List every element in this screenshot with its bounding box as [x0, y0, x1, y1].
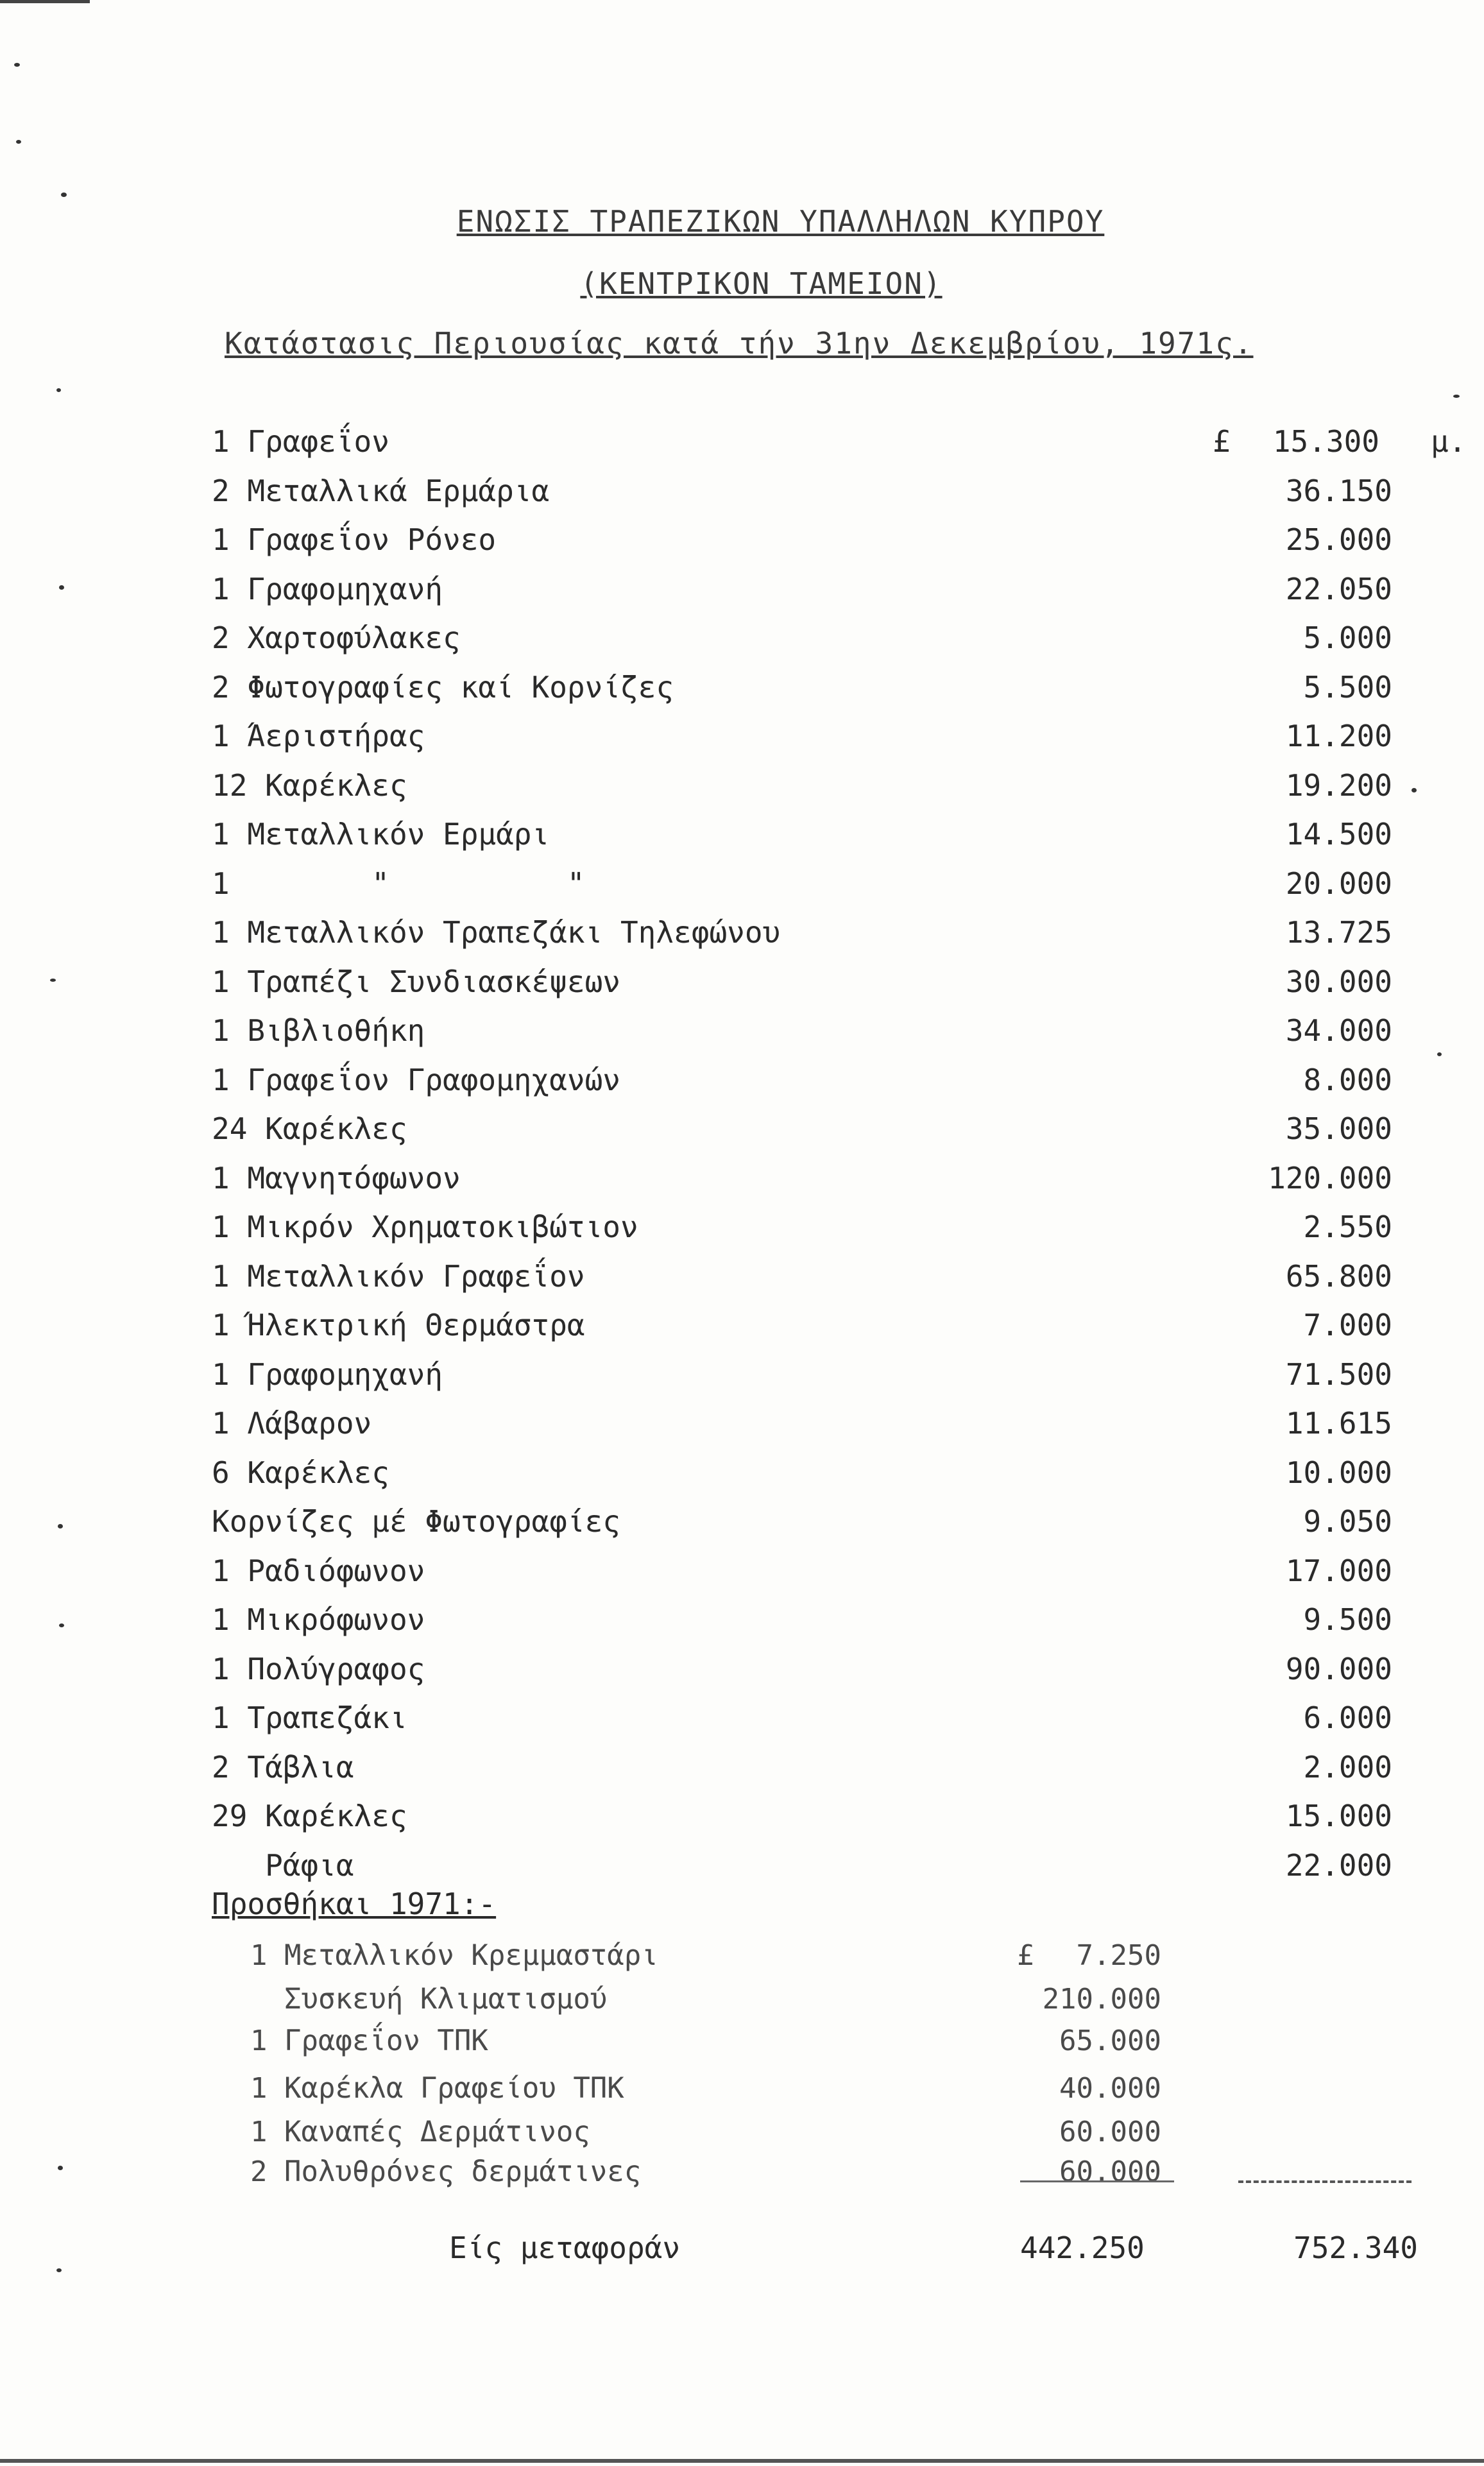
item-description: 1 Ήλεκτρική Θερμάστρα: [212, 1308, 585, 1342]
statement-title: Κατάστασις Περιουσίας κατά τήν 31ην Δεκεμβρίου, 1971ς.: [225, 326, 1254, 361]
addition-amount: 60.000: [1059, 2155, 1161, 2188]
item-amount: 22.000: [1285, 1847, 1392, 1883]
item-amount: 19.200: [1285, 767, 1392, 803]
item-amount: 71.500: [1285, 1357, 1392, 1392]
item-amount: 65.800: [1285, 1258, 1392, 1294]
item-description: 1 " ": [212, 866, 585, 901]
scan-speck: [59, 1623, 64, 1627]
item-description: 1 Άεριστήρας: [212, 719, 425, 753]
inventory-row: [212, 1792, 1418, 1840]
inventory-row: [212, 1546, 1418, 1595]
carry-forward-label: Είς μεταφοράν: [449, 2231, 681, 2265]
item-description: 1 Βιβλιοθήκη: [212, 1013, 425, 1048]
inventory-row: [212, 417, 1467, 466]
inventory-row: [212, 957, 1418, 1006]
addition-row: [250, 1978, 1161, 2021]
item-description: 1 Τραπεζάκι: [212, 1700, 407, 1735]
item-description: 1 Μεταλλικόν Γραφεΐον: [212, 1258, 585, 1294]
additions-subtotal: 442.250: [1020, 2231, 1145, 2265]
addition-amount: 60.000: [1059, 2116, 1161, 2148]
addition-description: 2 Πολυθρόνες δερμάτινες: [250, 2155, 642, 2188]
addition-row: [250, 2151, 1161, 2193]
total-divider: [1238, 2180, 1412, 2183]
inventory-row: [212, 712, 1418, 760]
item-description: 12 Καρέκλες: [212, 767, 407, 803]
item-description: 1 Πολύγραφος: [212, 1651, 425, 1686]
inventory-row: [212, 565, 1418, 613]
item-description: Ράφια: [212, 1847, 354, 1883]
inventory-row: [212, 1104, 1418, 1153]
inventory-row: [212, 1301, 1418, 1349]
inventory-row: [212, 1645, 1418, 1693]
item-amount: 15.300: [1272, 424, 1379, 459]
addition-description: Συσκευή Κλιματισμού: [250, 1983, 608, 2016]
inventory-row: [212, 1350, 1418, 1399]
item-description: 1 Γραφομηχανή: [212, 571, 443, 606]
addition-description: 1 Καρέκλα Γραφείου ΤΠΚ: [250, 2072, 624, 2105]
inventory-row: [212, 613, 1418, 662]
item-description: 2 Φωτογραφίες καί Κορνίζες: [212, 669, 674, 705]
item-description: 1 Μεταλλικόν Τραπεζάκι Τηλεφώνου: [212, 915, 781, 950]
item-amount: 17.000: [1285, 1553, 1392, 1588]
additions-title: Προσθήκαι 1971:-: [212, 1887, 497, 1921]
scan-edge-mark: [0, 0, 90, 3]
inventory-row: [212, 1497, 1418, 1546]
item-amount: 14.500: [1285, 817, 1392, 852]
item-description: 29 Καρέκλες: [212, 1799, 407, 1833]
addition-amount: 210.000: [1042, 1983, 1161, 2016]
currency-symbol: £: [1017, 1939, 1034, 1972]
item-amount: 25.000: [1285, 522, 1392, 557]
item-description: 1 Μικρόν Χρηματοκιβώτιον: [212, 1210, 638, 1244]
item-amount: 90.000: [1285, 1651, 1392, 1686]
inventory-row: [212, 515, 1418, 564]
inventory-row: [212, 1595, 1418, 1644]
scan-speck: [16, 140, 21, 144]
scan-speck: [56, 2268, 62, 2272]
addition-description: 1 Καναπές Δερμάτινος: [250, 2116, 590, 2148]
item-amount: 5.500: [1303, 669, 1392, 705]
additions-subtotal-rule: [1020, 2180, 1174, 2182]
item-amount: 35.000: [1285, 1111, 1392, 1146]
item-amount: 11.615: [1285, 1406, 1392, 1441]
inventory-row: [212, 663, 1418, 712]
scan-speck: [1453, 395, 1460, 398]
scan-edge-mark: [0, 2459, 1484, 2463]
scan-speck: [58, 1524, 63, 1528]
item-amount: 2.550: [1303, 1210, 1392, 1244]
currency-symbol: £: [1213, 424, 1231, 459]
inventory-row: [212, 1448, 1418, 1497]
addition-amount: 7.250: [1076, 1939, 1161, 1972]
item-amount: 7.000: [1303, 1308, 1392, 1342]
addition-row: [250, 2068, 1161, 2110]
item-amount: 15.000: [1285, 1799, 1392, 1833]
inventory-row: [212, 1252, 1418, 1301]
addition-amount: 65.000: [1059, 2025, 1161, 2057]
item-description: 1 Γραφεΐον Γραφομηχανών: [212, 1062, 620, 1097]
scan-speck: [50, 979, 56, 982]
inventory-row: [212, 1154, 1418, 1203]
addition-description: 1 Μεταλλικόν Κρεμμαστάρι: [250, 1939, 658, 1972]
item-description: 2 Χαρτοφύλακες: [212, 621, 461, 655]
addition-description: 1 Γραφεΐον ΤΠΚ: [250, 2025, 488, 2057]
item-amount: 11.200: [1285, 719, 1392, 753]
inventory-row: [212, 1743, 1418, 1792]
item-amount: 10.000: [1285, 1455, 1392, 1490]
item-amount: 13.725: [1285, 915, 1392, 950]
document-subtitle: (ΚΕΝΤΡΙΚΟΝ ΤΑΜΕΙΟΝ): [580, 266, 942, 301]
item-description: Κορνίζες μέ Φωτογραφίες: [212, 1504, 620, 1539]
item-description: 1 Τραπέζι Συνδιασκέψεων: [212, 964, 620, 999]
item-description: 1 Μικρόφωνον: [212, 1602, 425, 1637]
item-description: 6 Καρέκλες: [212, 1455, 389, 1490]
organization-title: ΕΝΩΣΙΣ ΤΡΑΠΕΖΙΚΩΝ ΥΠΑΛΛΗΛΩΝ ΚΥΠΡΟΥ: [456, 204, 1105, 239]
item-amount: 6.000: [1303, 1700, 1392, 1735]
inventory-row: [212, 1056, 1418, 1104]
inventory-row: [212, 810, 1418, 859]
inventory-row: [212, 1006, 1418, 1055]
item-amount: 5.000: [1303, 621, 1392, 655]
inventory-row: [212, 1693, 1418, 1742]
item-amount: 36.150: [1285, 473, 1392, 508]
item-description: 1 Ραδιόφωνον: [212, 1553, 425, 1588]
item-description: 1 Λάβαρον: [212, 1406, 372, 1441]
item-description: 1 Μαγνητόφωνον: [212, 1160, 461, 1195]
addition-row: [250, 2111, 1161, 2153]
scan-speck: [56, 388, 61, 392]
inventory-row: [212, 1203, 1418, 1251]
unit-label: μ.: [1431, 424, 1467, 459]
item-amount: 20.000: [1285, 866, 1392, 901]
item-description: 2 Τάβλια: [212, 1749, 354, 1785]
item-description: 24 Καρέκλες: [212, 1111, 407, 1146]
item-description: 2 Μεταλλικά Ερμάρια: [212, 473, 550, 508]
item-amount: 9.500: [1303, 1602, 1392, 1637]
inventory-row: [212, 1399, 1418, 1448]
carry-forward-row: [449, 2223, 1418, 2272]
inventory-row: [212, 859, 1418, 908]
scan-speck: [59, 585, 64, 590]
item-amount: 120.000: [1268, 1160, 1392, 1195]
grand-total: 752.340: [1293, 2231, 1418, 2265]
scan-speck: [58, 2166, 63, 2170]
inventory-row: [212, 467, 1418, 515]
item-amount: 8.000: [1303, 1062, 1392, 1097]
item-amount: 22.050: [1285, 571, 1392, 606]
inventory-row: [212, 1841, 1418, 1890]
item-amount: 30.000: [1285, 964, 1392, 999]
inventory-row: [212, 761, 1418, 810]
addition-row: [250, 2020, 1161, 2062]
item-amount: 9.050: [1303, 1504, 1392, 1539]
item-amount: 2.000: [1303, 1749, 1392, 1785]
inventory-row: [212, 908, 1418, 957]
scan-speck: [1437, 1052, 1442, 1056]
item-amount: 34.000: [1285, 1013, 1392, 1048]
item-description: 1 Μεταλλικόν Ερμάρι: [212, 817, 550, 852]
addition-amount: 40.000: [1059, 2072, 1161, 2105]
scan-speck: [14, 63, 20, 67]
item-description: 1 Γραφεΐον Ρόνεο: [212, 522, 497, 557]
scan-speck: [61, 193, 67, 197]
item-description: 1 Γραφομηχανή: [212, 1357, 443, 1392]
item-description: 1 Γραφεΐον: [212, 424, 389, 459]
addition-row: [250, 1935, 1161, 1977]
